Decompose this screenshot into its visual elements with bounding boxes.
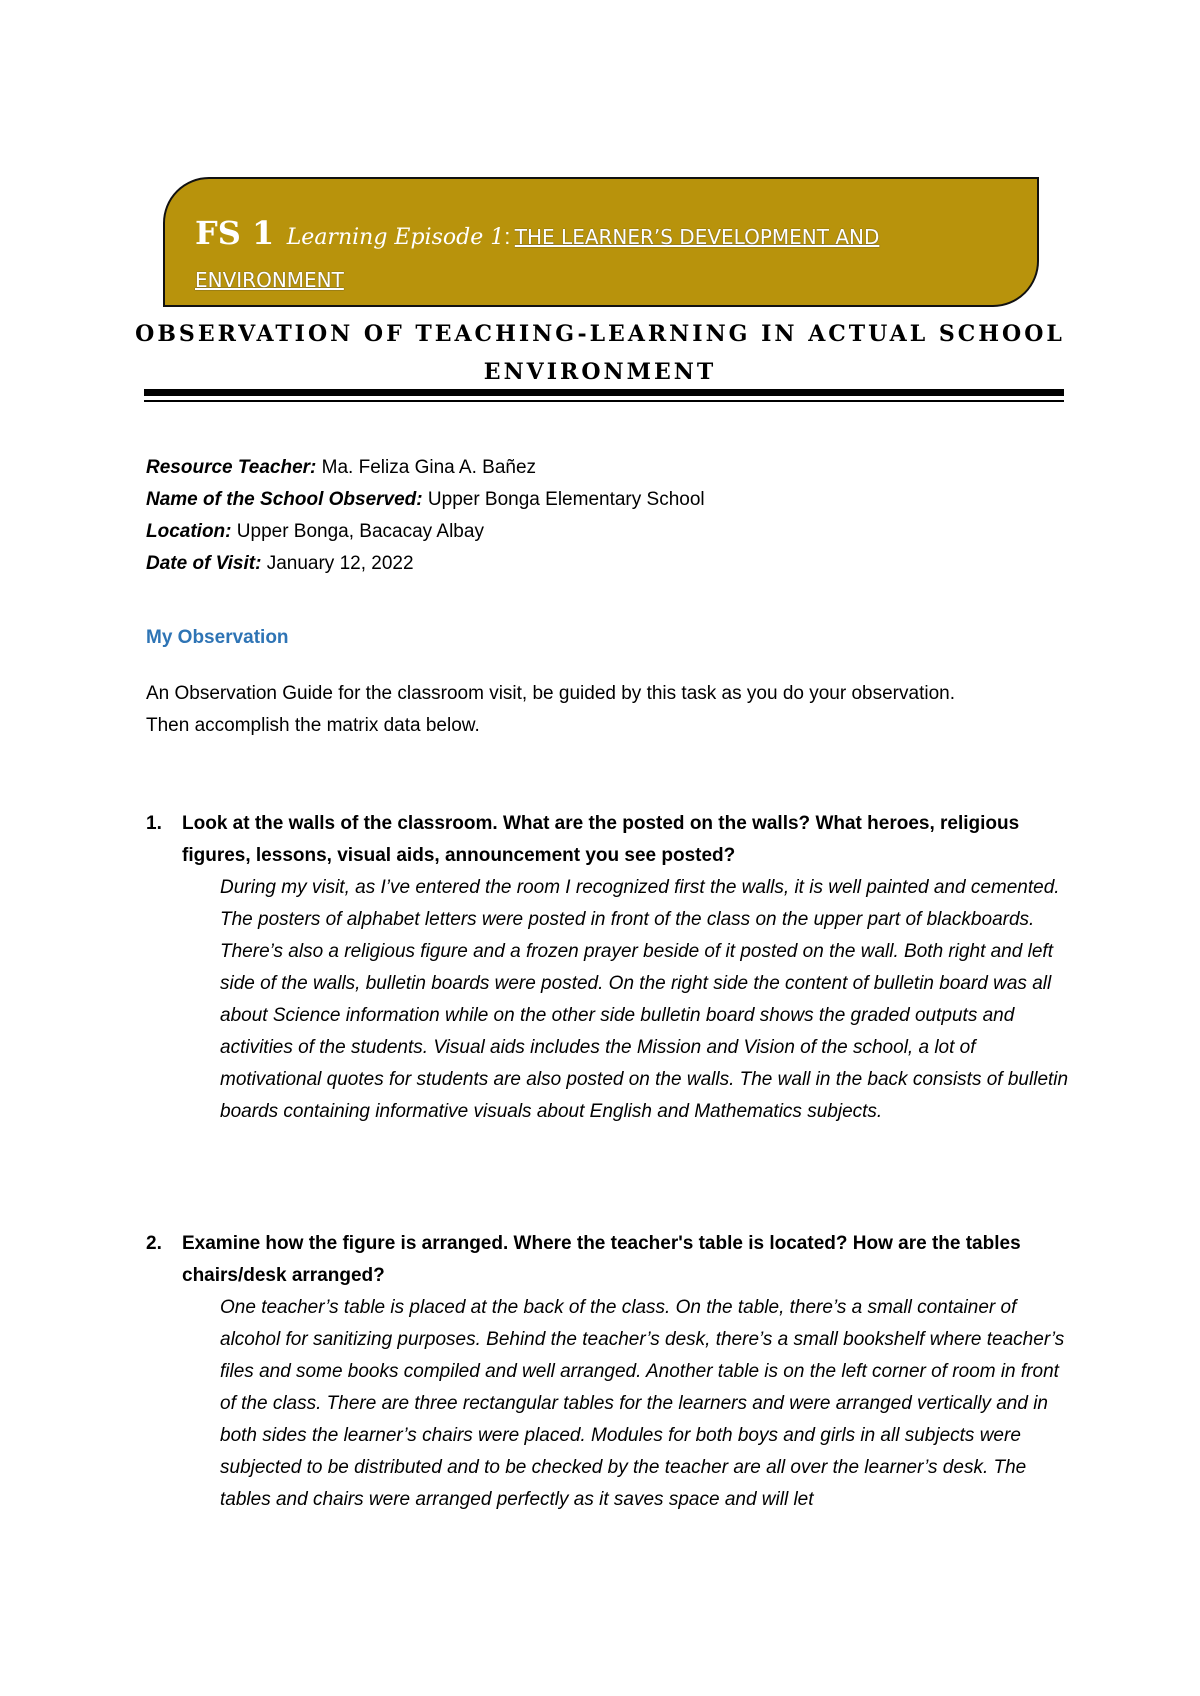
school-value: Upper Bonga Elementary School [427,489,705,510]
question-text: Examine how the figure is arranged. Where the teacher's table is located? How are the tables chairs/desk arranged? [182,1233,1021,1286]
question-item [146,1228,1076,1516]
teacher-line [146,452,705,484]
banner-content [195,213,1013,303]
intro-line-1: An Observation Guide for the classroom visit, be guided by this task as you do your observation. [146,683,955,704]
school-label: Name of the School Observed: [146,489,423,510]
intro-text [146,678,1076,742]
answer-text: One teacher’s table is placed at the back of the class. On the table, there’s a small container of alcohol for sanitizing purposes. Behind the teacher’s desk, there’s a small bookshelf where teacher’s files and some books compiled and well arranged. Another table is on the left corner of room in front of the class. There are three rectangular tables for the learners and were arranged vertically and in both sides the learner’s chairs were placed. Modules for both boys and girls in all subjects were subjected to be distributed and to be checked by the teacher are all over the learner’s desk. The tables and chairs were arranged perfectly as it saves space and will let [220,1297,1065,1510]
intro-line-2: Then accomplish the matrix data below. [146,715,480,736]
location-line [146,516,705,548]
page-title: OBSERVATION OF TEACHING-LEARNING IN ACTUAL SCHOOL ENVIRONMENT [135,321,1065,385]
date-value: January 12, 2022 [266,553,414,574]
episode-colon: : [504,224,511,249]
teacher-value: Ma. Feliza Gina A. Bañez [321,457,537,478]
episode-banner [163,177,1039,307]
title-rule-thin [144,400,1064,402]
teacher-label: Resource Teacher: [146,457,317,478]
location-label: Location: [146,521,232,542]
date-line [146,548,705,580]
question-item [146,808,1076,1128]
question-text: Look at the walls of the classroom. What are the posted on the walls? What heroes, religious figures, lessons, visual aids, announcement you see posted? [182,813,1020,866]
school-line [146,484,705,516]
answer-text: During my visit, as I’ve entered the room I recognized first the walls, it is well painted and cemented. The posters of alphabet letters were posted in front of the class on the upper part of blackboards. There’s also a religious figure and a frozen prayer beside of it posted on the wall. Both right and left side of the walls, bulletin boards were posted. On the right side the content of bulletin board was all about Science information while on the other side bulletin board shows the graded outputs and activities of the students. Visual aids includes the Mission and Vision of the school, a lot of motivational quotes for students are also posted on the walls. The wall in the back consists of bulletin boards containing informative visuals about English and Mathematics subjects. [220,877,1069,1122]
date-label: Date of Visit: [146,553,262,574]
course-code: FS 1 [195,214,275,252]
location-value: Upper Bonga, Bacacay Albay [236,521,484,542]
question-number: 2. [146,1233,162,1254]
title-rule-thick [144,389,1064,396]
episode-label: Learning Episode 1 [286,225,505,250]
section-heading: My Observation [146,627,289,648]
question-number: 1. [146,813,162,834]
visit-info [146,452,705,580]
episode-title: THE LEARNER’S DEVELOPMENT AND ENVIRONMENT [195,225,880,292]
